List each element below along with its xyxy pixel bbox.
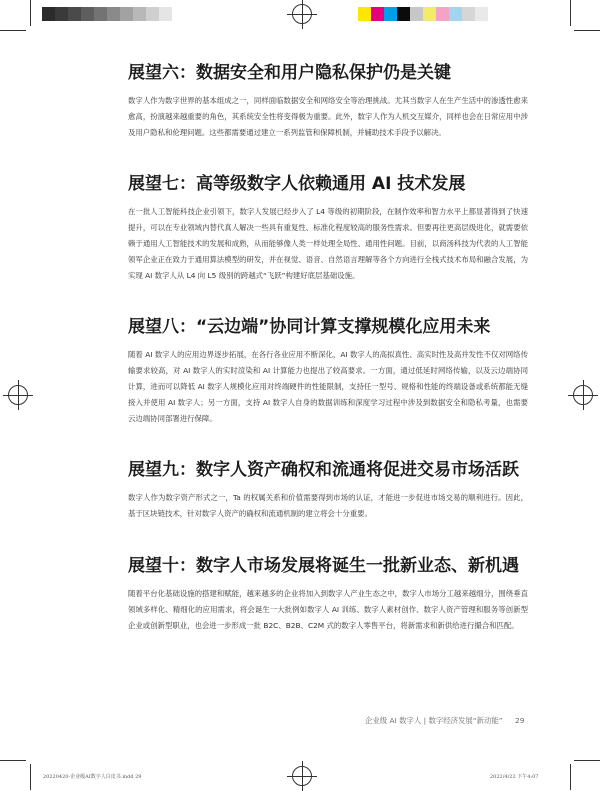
slug-file-name: 20220420-企业级AI数字人白皮书.indd 29 bbox=[43, 774, 142, 780]
crop-mark bbox=[574, 30, 600, 31]
color-swatch bbox=[410, 7, 423, 21]
color-swatch bbox=[68, 7, 81, 21]
color-swatch bbox=[397, 7, 410, 21]
color-swatch bbox=[371, 7, 384, 21]
page-number: 29 bbox=[515, 716, 525, 725]
color-swatch bbox=[462, 7, 475, 21]
registration-mark-bottom bbox=[292, 766, 312, 786]
color-swatch bbox=[94, 7, 107, 21]
color-swatch bbox=[55, 7, 68, 21]
color-swatch bbox=[384, 7, 397, 21]
document-content bbox=[128, 62, 528, 633]
color-swatch bbox=[436, 7, 449, 21]
color-swatch bbox=[449, 7, 462, 21]
grayscale-color-bar bbox=[42, 7, 172, 21]
crop-mark bbox=[0, 760, 26, 761]
color-swatch bbox=[120, 7, 133, 21]
color-swatch bbox=[159, 7, 172, 21]
crop-mark bbox=[30, 764, 31, 790]
running-title: 企业级 AI 数字人 | 数字经济发展“新动能” bbox=[365, 716, 503, 725]
crop-mark bbox=[570, 764, 571, 790]
outlook-section-8 bbox=[128, 316, 528, 426]
section-body: 随着 AI 数字人的应用边界逐步拓展，在各行各业应用不断深化，AI 数字人的高拟真性、高实时性及高并发性不仅对网络传输要求较高，对 AI 数字人的实时渲染和 AI 计算能力也提出了较高要求。一方面，通过低延时网络传输，以及云边端协同计算，进而可以降低 AI 数字人规模化应用对终端硬件的性能限制，支持任一型号、规格和性能的终端设备或系统都能无缝接入并使用 AI 数字人；另一方面，支持 AI 数字人自身的数据训练和深度学习过程中涉及到数据安全和隐私考量，也需要云边端协同部署进行保障。 bbox=[128, 350, 528, 423]
section-body: 数字人作为数字资产形式之一，Ta 的权属关系和价值需要得到市场的认证，才能进一步促进市场交易的顺利进行。因此，基于区块链技术，针对数字人资产的确权和流通机制的建立将会十分重要。 bbox=[128, 493, 528, 519]
registration-mark-right bbox=[573, 385, 593, 405]
outlook-section-9 bbox=[128, 459, 528, 522]
crop-mark bbox=[30, 0, 31, 26]
registration-mark-left bbox=[8, 385, 28, 405]
color-swatch bbox=[133, 7, 146, 21]
section-body: 随着平台化基础设施的搭建和赋能，越来越多的企业将加入到数字人产业生态之中，数字人市场分工越来越细分，围绕垂直领域多样化、精细化的应用需求，将会诞生一大批例如数字人 AI 训练、数字人素材创作、数字人资产管理和服务等创新型企业或创新型职业，也会进一步形成一批 B2C、B2B、C2M 式的数字人零售平台，将新需求和新供给进行撮合和匹配。 bbox=[128, 588, 528, 630]
color-swatch bbox=[423, 7, 436, 21]
color-swatch bbox=[107, 7, 120, 21]
color-swatch bbox=[42, 7, 55, 21]
registration-mark-top bbox=[292, 4, 312, 24]
page-footer bbox=[365, 715, 524, 726]
color-swatch bbox=[81, 7, 94, 21]
crop-mark bbox=[0, 30, 26, 31]
outlook-section-10 bbox=[128, 555, 528, 633]
color-swatch bbox=[358, 7, 371, 21]
crop-mark bbox=[574, 760, 600, 761]
outlook-section-7 bbox=[128, 173, 528, 283]
outlook-section-6 bbox=[128, 62, 528, 140]
section-title: 展望九：数字人资产确权和流通将促进交易市场活跃 bbox=[128, 460, 519, 481]
section-title: 展望八：“云边端”协同计算支撑规模化应用未来 bbox=[128, 317, 491, 338]
section-title: 展望六：数据安全和用户隐私保护仍是关键 bbox=[128, 63, 451, 83]
color-swatch bbox=[475, 7, 488, 21]
slug-date: 2022/4/22 下午4:07 bbox=[490, 774, 539, 780]
crop-mark bbox=[570, 0, 571, 26]
color-swatch bbox=[146, 7, 159, 21]
section-title: 展望七：高等级数字人依赖通用 AI 技术发展 bbox=[128, 174, 466, 195]
section-title: 展望十：数字人市场发展将诞生一批新业态、新机遇 bbox=[128, 555, 519, 576]
section-body: 在一批人工智能科技企业引领下，数字人发展已经步入了 L4 等级的初期阶段，在制作效率和智力水平上都显著得到了快速提升，可以在专业领域内替代真人解决一些具有重复性、标准化程度较高的服务性需求。但要再往更高层级进化，就需要依赖于通用人工智能技术的发展和成熟，从而能够像人类一样处理全局性、通用性问题。目前，以商汤科技为代表的人工智能领军企业正在致力于通用算法模型的研发，并在视觉、语音、自然语言理解等各个方向进行全栈式技术布局和融合发展，为实现 AI 数字人从 L4 向 L5 级别的跨越式“飞跃”构建好底层基础设施。 bbox=[128, 207, 528, 280]
section-body: 数字人作为数字世界的基本组成之一，同样面临数据安全和网络安全等治理挑战。尤其当数字人在生产生活中的渗透性愈来愈高，扮演越来越重要的角色，其系统安全性将变得极为重要。此外，数字人作为人机交互媒介，同样也会在日常应用中涉及用户隐私和伦理问题。这些都需要通过建立一系列监管和保障机制，并辅助技术手段予以解决。 bbox=[128, 96, 528, 137]
cmyk-color-bar bbox=[358, 7, 488, 21]
